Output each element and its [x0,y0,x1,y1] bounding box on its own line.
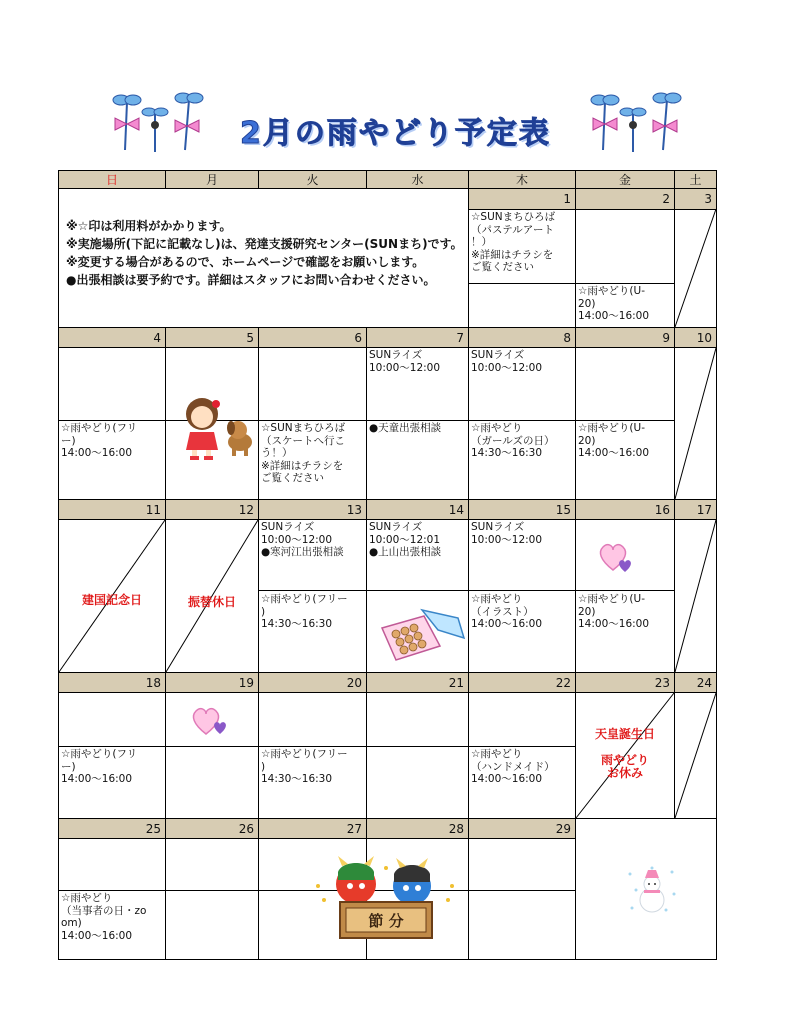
day-number: 1 [469,189,575,209]
holiday-d11: 建国記念日 [81,593,142,607]
day-number: 23 [576,673,674,693]
day-number: 12 [166,500,258,520]
event-d20: ☆雨やどり(フリー ) 14:30〜16:30 [261,748,348,785]
snowman-icon [626,864,678,918]
event-d4: ☆雨やどり(フリ ー) 14:00〜16:00 [61,422,138,459]
day-number: 2 [576,189,674,209]
day-number: 25 [59,819,165,839]
event-d15-top: SUNライズ 10:00〜12:00 [471,521,543,546]
heart-icon [190,704,230,738]
holiday-d12: 振替休日 [187,595,236,609]
day-number: 10 [675,328,716,348]
notice-text: ※☆印は利用料がかかります。 ※実施場所(下記に記載なし)は、発達支援研究センター(SUNまち)です。 ※変更する場合があるので、ホームページで確認をお願いします。 ●出張相談は要予約です。詳細はスタッフにお問い合わせください。 [66,219,463,287]
event-d15-bottom: ☆雨やどり （イラスト） 14:00〜16:00 [471,593,543,630]
day-number: 6 [259,328,366,348]
day-number: 15 [469,500,575,520]
event-d1: ☆SUNまちひろば （パステルアート ！） ※詳細はチラシを ご覧ください [471,211,556,273]
event-d14-top: SUNライズ 10:00〜12:01 ●上山出張相談 [369,521,442,558]
day-number: 11 [59,500,165,520]
event-d7-bottom: ●天童出張相談 [369,422,442,434]
day-number: 20 [259,673,366,693]
day-number: 3 [675,189,716,209]
weekday-fri: 金 [576,171,674,188]
day-number: 29 [469,819,575,839]
girl-with-dog-icon [180,392,258,462]
event-d25: ☆雨やどり （当事者の日・zo om) 14:00〜16:00 [61,892,147,942]
holiday-d23: 天皇誕生日 雨やどり お休み [594,727,655,780]
day-number: 18 [59,673,165,693]
event-d22: ☆雨やどり （ハンドメイド） 14:00〜16:00 [471,748,555,785]
event-d13-bottom: ☆雨やどり(フリー ) 14:30〜16:30 [261,593,348,630]
weekday-sat: 土 [675,171,716,188]
day-number: 26 [166,819,258,839]
day-number: 17 [675,500,716,520]
setsubun-label: 節 分 [368,912,404,930]
event-d9: ☆雨やどり(U- 20) 14:00〜16:00 [578,422,650,459]
day-number: 13 [259,500,366,520]
weekday-mon: 月 [166,171,258,188]
day-number: 8 [469,328,575,348]
day-number: 21 [367,673,468,693]
event-d16: ☆雨やどり(U- 20) 14:00〜16:00 [578,593,650,630]
event-d6: ☆SUNまちひろば （スケートへ行こ う！） ※詳細はチラシを ご覧ください [261,422,346,484]
day-number: 22 [469,673,575,693]
day-number: 19 [166,673,258,693]
day-number: 9 [576,328,674,348]
event-d7-top: SUNライズ 10:00〜12:00 [369,349,441,374]
event-d2: ☆雨やどり(U- 20) 14:00〜16:00 [578,285,650,322]
weekday-sun: 日 [59,171,165,188]
page-title: 2月の雨やどり予定表 [240,116,551,151]
event-d13-top: SUNライズ 10:00〜12:00 ●寒河江出張相談 [261,521,344,558]
weekday-tue: 火 [259,171,366,188]
heart-icon [598,540,634,574]
day-number: 16 [576,500,674,520]
day-number: 28 [367,819,468,839]
event-d18: ☆雨やどり(フリ ー) 14:00〜16:00 [61,748,138,785]
day-number: 14 [367,500,468,520]
day-number: 27 [259,819,366,839]
weekday-wed: 水 [367,171,468,188]
cookie-box-icon [378,606,466,664]
day-number: 24 [675,673,716,693]
weekday-thu: 木 [469,171,575,188]
day-number: 5 [166,328,258,348]
day-number: 7 [367,328,468,348]
day-number: 4 [59,328,165,348]
event-d8-bottom: ☆雨やどり （ガールズの日） 14:30〜16:30 [471,422,555,459]
event-d8-top: SUNライズ 10:00〜12:00 [471,349,543,374]
